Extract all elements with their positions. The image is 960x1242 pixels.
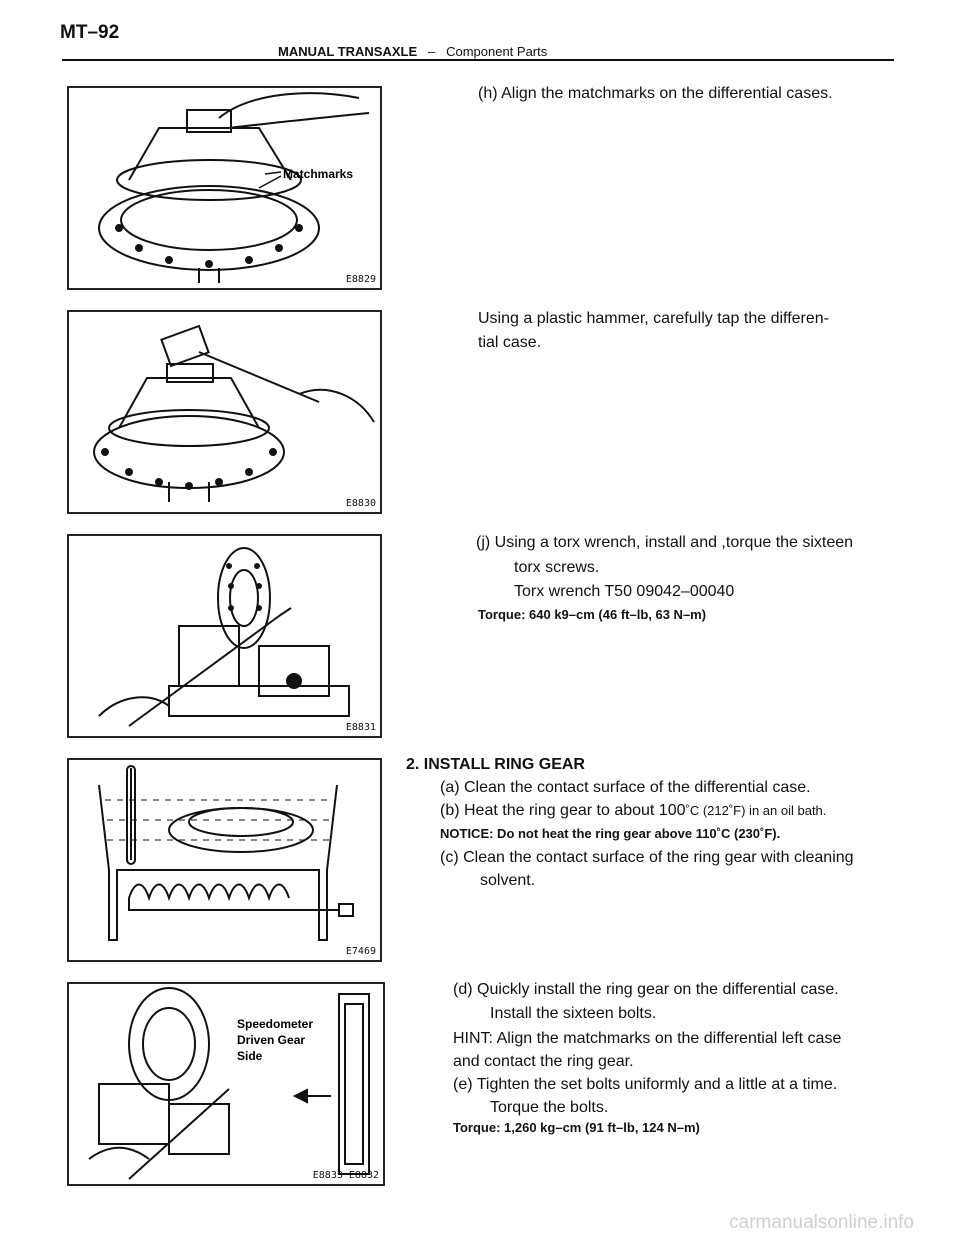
step-j-line-2: torx screws.: [514, 559, 600, 576]
section-2-title: 2. INSTALL RING GEAR: [406, 756, 585, 773]
step-j-torque: Torque: 640 k9–cm (46 ft–lb, 63 N–m): [478, 607, 707, 622]
figure-code: E8833 E8832: [312, 1170, 379, 1181]
oil-bath-illustration: [69, 760, 380, 960]
figure-code: E8830: [345, 498, 376, 509]
watermark: carmanualsonline.info: [729, 1212, 914, 1233]
figure-plastic-hammer: [67, 310, 382, 514]
header-rule: [62, 59, 894, 61]
step-2-hint-line-1: HINT: Align the matchmarks on the differential left case: [453, 1030, 842, 1047]
step-j-line-1: (j) Using a torx wrench, install and ,torque the sixteen: [476, 534, 854, 551]
differential-matchmarks-illustration: [69, 88, 380, 288]
figure-torx-wrench: [67, 534, 382, 738]
plastic-hammer-illustration: [69, 312, 380, 512]
step-j-tool: Torx wrench T50 09042–00040: [514, 583, 735, 600]
header-separator: –: [428, 44, 436, 59]
step-2-notice: NOTICE: Do not heat the ring gear above 110˚C (230˚F).: [440, 826, 781, 841]
figure-matchmarks: [67, 86, 382, 290]
figure-code: E8831: [345, 722, 376, 733]
step-2-hint-line-2: and contact the ring gear.: [453, 1053, 634, 1070]
page-number: MT–92: [60, 22, 120, 43]
step-2d-line-2: Install the sixteen bolts.: [490, 1005, 657, 1022]
step-2e-torque: Torque: 1,260 kg–cm (91 ft–lb, 124 N–m): [453, 1120, 700, 1135]
step-2c-line-2: solvent.: [480, 872, 536, 889]
figure-ring-gear-install: [67, 982, 385, 1186]
step-2e-line-1: (e) Tighten the set bolts uniformly and a little at a time.: [453, 1076, 838, 1093]
step-2e-line-2: Torque the bolts.: [490, 1099, 609, 1116]
running-header: [278, 44, 547, 59]
figure-code: E8829: [345, 274, 376, 285]
torx-wrench-illustration: [69, 536, 380, 736]
step-2a-text: (a) Clean the contact surface of the differential case.: [440, 779, 811, 796]
step-i-line-2: tial case.: [478, 334, 542, 351]
figure-oil-bath: [67, 758, 382, 962]
step-2b-main: (b) Heat the ring gear to about 100: [440, 802, 686, 819]
step-2d-line-1: (d) Quickly install the ring gear on the differential case.: [453, 981, 839, 998]
section-title: MANUAL TRANSAXLE: [278, 44, 418, 59]
step-2c-line-1: (c) Clean the contact surface of the ring gear with cleaning: [440, 849, 854, 866]
matchmarks-label: Matchmarks: [283, 167, 354, 181]
step-2b-text: [440, 799, 826, 823]
subsection-title: Component Parts: [446, 44, 548, 59]
step-2b-temp: ˚C (212˚F) in an oil bath.: [685, 803, 827, 818]
step-i-line-1: Using a plastic hammer, carefully tap the differen-: [478, 310, 829, 327]
step-h-text: (h) Align the matchmarks on the differential cases.: [478, 85, 833, 102]
speedometer-side-label: Speedometer Driven Gear Side: [237, 1017, 314, 1063]
figure-code: E7469: [345, 946, 376, 957]
ring-gear-install-illustration: [69, 984, 383, 1184]
